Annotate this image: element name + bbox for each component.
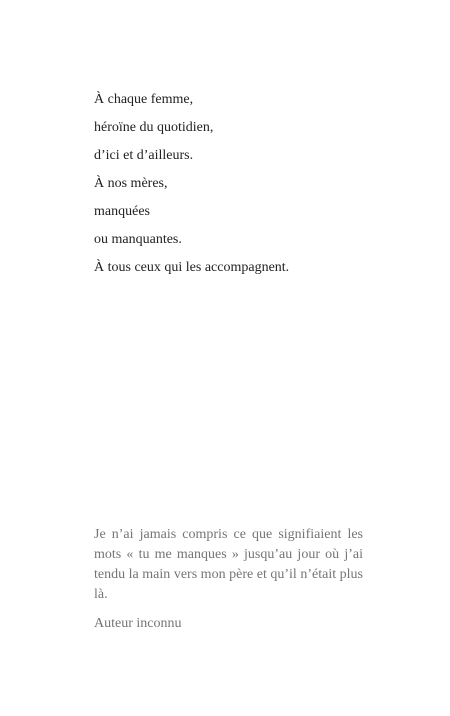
dedication-line: À chaque femme, xyxy=(94,92,194,107)
dedication-line: À tous ceux qui les accompagnent. xyxy=(94,260,290,275)
dedication-line: d’ici et d’ailleurs. xyxy=(94,148,194,163)
epigraph-author: Auteur inconnu xyxy=(94,616,182,631)
dedication-line: manquées xyxy=(94,204,150,219)
dedication-line: héroïne du quotidien, xyxy=(94,120,214,135)
dedication xyxy=(94,92,394,288)
epigraph xyxy=(94,525,363,633)
dedication-line: À nos mères, xyxy=(94,176,168,191)
epigraph-quote: Je n’ai jamais compris ce que signifiaient les mots « tu me manques » jusqu’au jour où j’ai tendu la main vers mon père et qu’il n’était plus là. xyxy=(94,527,363,602)
dedication-line: ou manquantes. xyxy=(94,232,182,247)
